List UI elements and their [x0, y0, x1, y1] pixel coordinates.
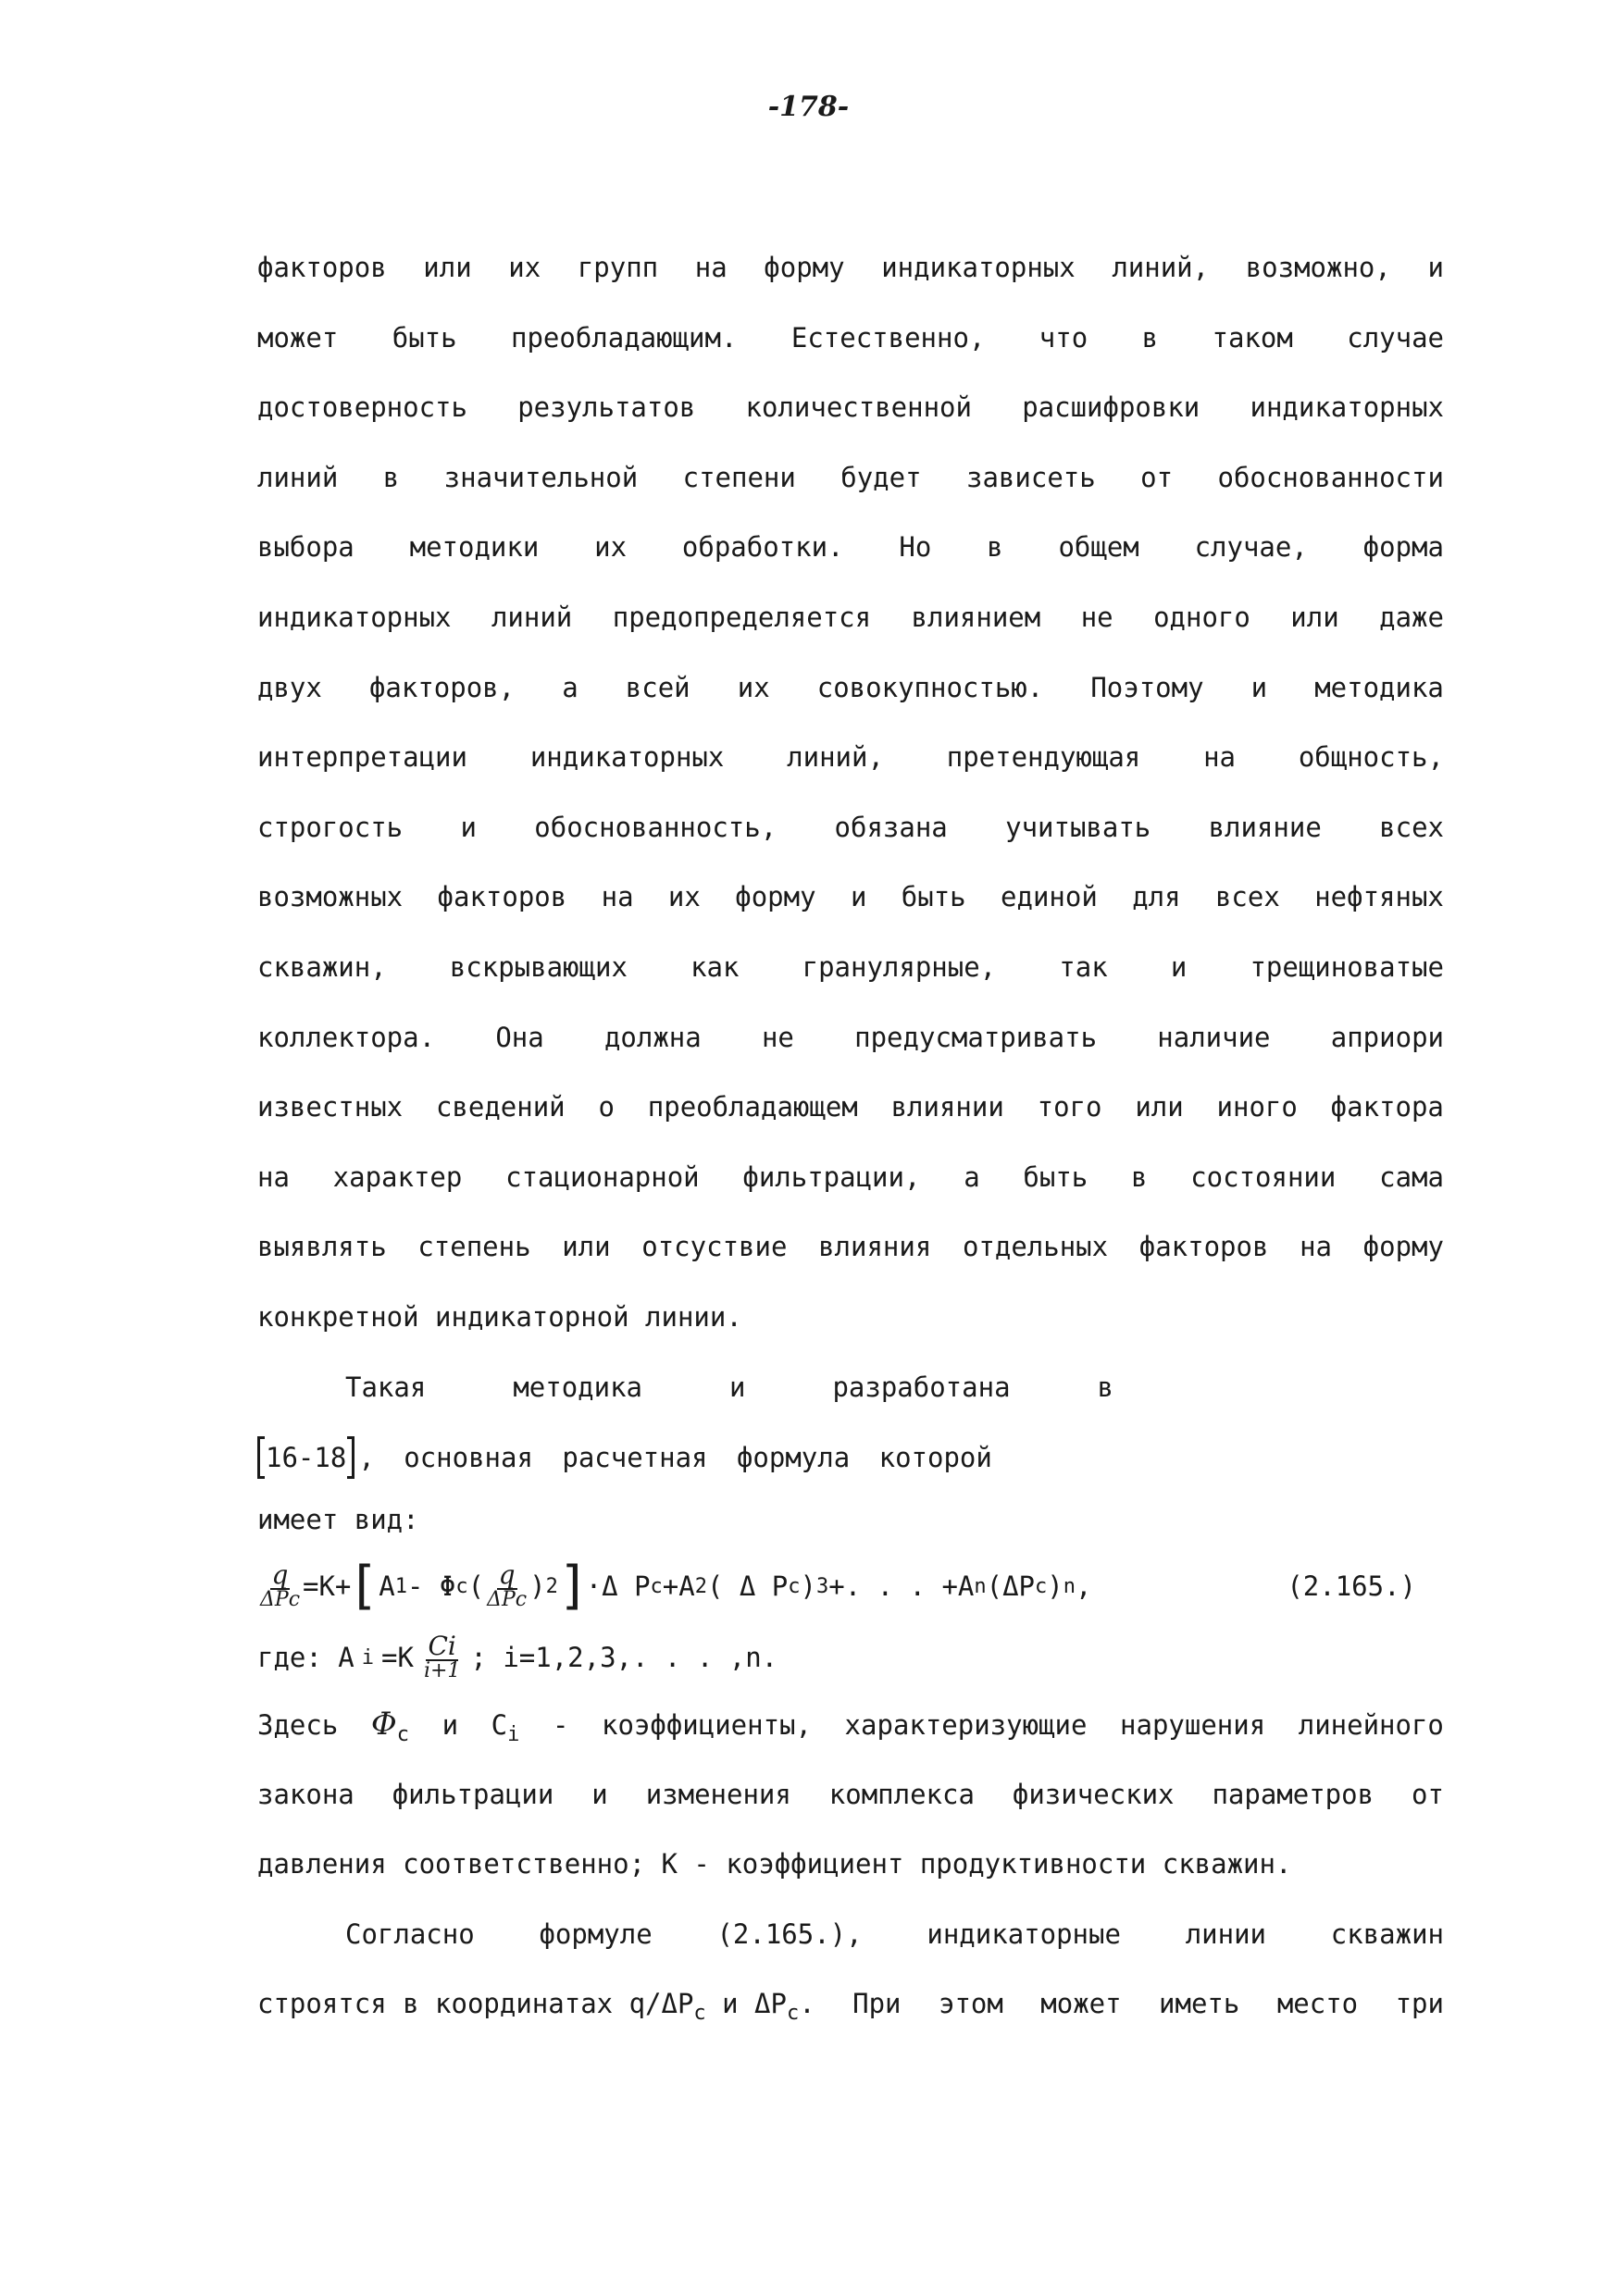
formula-ellipsis: +. . . +A	[828, 1570, 975, 1603]
c-sub: i	[507, 1722, 520, 1746]
lhs-denominator: ΔPc	[260, 1588, 301, 1612]
p1-word: претендующая	[946, 741, 1141, 774]
p1-word: форму	[1362, 1231, 1444, 1263]
formula-equals-k: =K+	[303, 1570, 352, 1603]
p1-word: обязана	[834, 811, 948, 843]
p1-word: индикаторных	[529, 741, 725, 774]
p1-word: а	[964, 1160, 980, 1193]
p1-word: интерпретации	[257, 741, 467, 774]
formula-plus-a2: +A	[662, 1570, 695, 1603]
p3-word: коэффициенты,	[601, 1709, 812, 1742]
paragraph-2-line-3: имеет вид:	[257, 1504, 419, 1536]
p3-word: изменения	[645, 1778, 791, 1810]
paragraph-1-line	[257, 863, 1444, 933]
p2-word: Такая	[345, 1371, 427, 1403]
p1-word: достоверность	[257, 391, 467, 424]
p1-word: их	[508, 252, 541, 283]
p1-word: обоснованность,	[534, 811, 777, 843]
p1-word: расшифровки	[1022, 391, 1200, 424]
p1-word: их	[594, 531, 628, 564]
p3-word: комплекса	[828, 1778, 975, 1810]
p1-word: степени	[682, 461, 796, 493]
paragraph-1-line	[257, 1212, 1444, 1283]
p1-word: их	[667, 881, 701, 913]
p1-word: методика	[1314, 671, 1444, 703]
p1-word: на	[1203, 741, 1237, 774]
p1-word: и	[1250, 671, 1268, 703]
formula-inner-fraction	[487, 1559, 528, 1612]
p1-word: единой	[1001, 881, 1098, 913]
main-formula	[257, 1547, 1444, 1625]
formula-phi-sub: c	[455, 1574, 468, 1598]
p4-word: этом	[938, 1988, 1003, 2020]
p4-word: линии	[1185, 1917, 1266, 1950]
paragraph-2-line-1	[257, 1353, 1113, 1423]
c-symbol: C	[491, 1709, 508, 1742]
document-body	[257, 233, 1444, 2040]
p1-word: гранулярные,	[802, 950, 997, 983]
p1-word: отсуствие	[641, 1231, 788, 1263]
p1-word: сама	[1379, 1160, 1444, 1193]
p4-coord-a: строятся в координатах q/ΔP	[257, 1988, 694, 2020]
formula-a1: A	[379, 1570, 395, 1603]
paragraph-1	[257, 233, 1444, 1283]
p4-word: Согласно	[345, 1917, 475, 1950]
where-prefix: где: A	[257, 1642, 354, 1674]
paragraph-4-line-2	[257, 1969, 1444, 2040]
formula-trailing-comma: ,	[1075, 1570, 1092, 1603]
p4-coordinates	[257, 1969, 815, 2048]
p1-word: не	[1080, 601, 1113, 633]
paragraph-3-line-2	[257, 1760, 1444, 1831]
p1-word: значительной	[443, 461, 639, 493]
paragraph-1-line	[257, 1073, 1444, 1143]
right-square-bracket: ]	[561, 1556, 582, 1617]
p1-word: фильтрации,	[742, 1160, 921, 1193]
p2-word: и	[729, 1371, 746, 1403]
p1-word: общем	[1058, 531, 1139, 564]
p1-word: обработки.	[681, 531, 844, 564]
p1-word: и	[850, 881, 867, 913]
p1-word: влияние	[1208, 811, 1322, 843]
paragraph-3-line-3: давления соответственно; K - коэффициент продуктивности скважин.	[257, 1848, 1292, 1880]
p1-word: их	[737, 671, 770, 703]
p1-word: обоснованности	[1217, 461, 1444, 493]
p1-word: коллектора.	[257, 1021, 436, 1053]
paragraph-1-line	[257, 443, 1444, 514]
p1-word: на	[1300, 1231, 1332, 1263]
p1-word: групп	[577, 252, 659, 283]
p1-word: всех	[1379, 811, 1444, 843]
formula-body	[257, 1556, 1092, 1617]
p1-word: состоянии	[1190, 1160, 1337, 1193]
p1-word: возможных	[257, 881, 404, 913]
where-fraction	[424, 1633, 460, 1682]
where-numerator: Ci	[428, 1631, 456, 1662]
p4-word: скважин	[1330, 1917, 1444, 1950]
p1-word: Поэтому	[1090, 671, 1204, 703]
p2-word: в	[1097, 1371, 1113, 1403]
p1-word: будет	[840, 461, 922, 493]
p1-word: на	[694, 252, 728, 283]
p1-word: может	[257, 321, 339, 354]
p1-word: количественной	[745, 391, 972, 424]
p1-word: характер	[332, 1160, 463, 1193]
formula-a2-sub: 2	[694, 1574, 707, 1598]
p1-word: степень	[417, 1231, 531, 1263]
p1-word: выявлять	[257, 1231, 387, 1263]
formula-close-paren: )	[529, 1570, 546, 1603]
paragraph-1-line	[257, 1143, 1444, 1213]
p1-word: Она	[495, 1021, 544, 1053]
p1-word: сведений	[435, 1091, 566, 1123]
paragraph-1-line	[257, 933, 1444, 1003]
p1-word: предусматривать	[854, 1021, 1098, 1053]
p3-word: характеризующие	[844, 1709, 1088, 1742]
reference-line	[257, 1422, 1026, 1492]
phi-symbol: Φ	[370, 1706, 397, 1744]
formula-dot-dp: ·Δ P	[585, 1570, 651, 1603]
p1-word: двух	[257, 671, 322, 703]
p1-word: быть	[1023, 1160, 1088, 1193]
paragraph-1-line	[257, 304, 1444, 374]
formula-dp-sub: c	[650, 1574, 663, 1598]
p4-period: .	[799, 1988, 815, 2020]
p4-word: При	[852, 1988, 902, 2020]
p1-word: линий	[491, 601, 573, 633]
inner-numerator: q	[498, 1559, 516, 1591]
p1-word: всей	[625, 671, 690, 703]
formula-open2: ( Δ P	[706, 1570, 789, 1603]
p4-sub-1: c	[693, 2002, 706, 2026]
formula-open-n: (ΔP	[986, 1570, 1036, 1603]
p1-word: учитывать	[1005, 811, 1151, 843]
p1-word: форму	[764, 252, 845, 283]
p4-word: (2.165.),	[716, 1917, 863, 1950]
paragraph-1-line	[257, 373, 1444, 443]
formula-power-3: 3	[815, 1574, 829, 1598]
reference-line-text: , основная расчетная формула которой	[358, 1441, 992, 1473]
where-range: ; i=1,2,3,. . . ,n.	[470, 1642, 778, 1674]
p1-word: общность,	[1298, 741, 1444, 774]
p3-word: -	[552, 1709, 569, 1742]
p1-word: на	[257, 1160, 290, 1193]
p1-word: возможно,	[1245, 252, 1391, 283]
paragraph-1-line	[257, 583, 1444, 653]
p1-word: влияния	[818, 1231, 932, 1263]
where-line	[257, 1625, 1444, 1690]
formula-close2: )	[800, 1570, 816, 1603]
p1-word: Но	[899, 531, 932, 564]
p1-word: линий,	[1112, 252, 1210, 283]
formula-open-paren: (	[467, 1570, 485, 1603]
p1-word: в	[987, 531, 1003, 564]
p4-coord-b: и ΔP	[722, 1988, 787, 2020]
p1-word: факторов	[437, 881, 567, 913]
p1-word: влиянием	[911, 601, 1041, 633]
p1-word: случае	[1347, 321, 1444, 354]
formula-a1-sub: 1	[394, 1574, 407, 1598]
p1-word: как	[690, 950, 740, 983]
p1-word: от	[1140, 461, 1174, 493]
p1-word: факторов	[257, 252, 387, 283]
paragraph-1-last-line: конкретной индикаторной линии.	[257, 1300, 742, 1333]
p1-word: таком	[1212, 321, 1293, 354]
p1-word: методики	[409, 531, 540, 564]
p1-word: иного	[1216, 1091, 1298, 1123]
p1-word: или	[562, 1231, 611, 1263]
equation-number: (2.165.)	[1287, 1570, 1416, 1603]
p1-word: линий,	[787, 741, 884, 774]
p4-word: иметь	[1159, 1988, 1240, 2020]
p1-word: скважин,	[257, 950, 387, 983]
formula-an-sub: n	[974, 1574, 987, 1598]
p3-word: от	[1412, 1778, 1444, 1810]
p1-word: индикаторных	[257, 601, 452, 633]
p4-sub-2: c	[786, 2002, 800, 2026]
paragraph-1-line	[257, 513, 1444, 583]
p1-word: индикаторных	[881, 252, 1076, 283]
p3-c-i	[491, 1691, 520, 1769]
paragraph-1-line	[257, 793, 1444, 863]
p1-word: трещиноватые	[1250, 950, 1444, 983]
left-square-bracket: [	[354, 1556, 376, 1617]
p1-word: форма	[1362, 531, 1444, 564]
p1-word: и	[1170, 950, 1188, 983]
p1-word: того	[1037, 1091, 1102, 1123]
p3-word: линейного	[1298, 1709, 1444, 1742]
p1-word: в	[1131, 1160, 1148, 1193]
p1-word: должна	[603, 1021, 702, 1053]
p1-word: стационарной	[505, 1160, 700, 1193]
reference-brackets	[257, 1436, 354, 1479]
p4-word: индикаторные	[927, 1917, 1121, 1950]
p3-phi-c	[371, 1690, 409, 1769]
formula-power-2: 2	[545, 1574, 558, 1598]
p1-word: зависеть	[966, 461, 1096, 493]
paragraph-3-line-1	[257, 1690, 1444, 1760]
p1-word: или	[1290, 601, 1339, 633]
p1-word: фактора	[1330, 1091, 1444, 1123]
p1-word: форму	[735, 881, 816, 913]
lhs-numerator: q	[271, 1559, 289, 1591]
p1-word: преобладающим.	[511, 321, 738, 354]
formula-close-n: )	[1047, 1570, 1063, 1603]
p1-word: быть	[901, 881, 966, 913]
p4-word: место	[1276, 1988, 1359, 2020]
paragraph-1-line	[257, 723, 1444, 793]
p1-word: влиянии	[890, 1091, 1004, 1123]
p1-word: на	[601, 881, 634, 913]
formula-dp2-sub: c	[788, 1574, 801, 1598]
paragraph-1-line	[257, 1003, 1444, 1074]
where-denominator: i+1	[423, 1659, 461, 1683]
page-number: -178-	[767, 91, 850, 123]
p1-word: нефтяных	[1314, 881, 1444, 913]
p3-word: и	[591, 1778, 608, 1810]
p3-word: фильтрации	[392, 1778, 554, 1810]
where-sub-i: i	[361, 1645, 375, 1669]
p1-word: так	[1059, 950, 1108, 983]
p3-word-and: и	[442, 1709, 459, 1742]
p1-word: для	[1132, 881, 1181, 913]
p1-word: строгость	[257, 811, 404, 843]
where-equals-k: =K	[381, 1642, 414, 1674]
reference-range: 16-18	[266, 1441, 347, 1473]
p3-word: параметров	[1212, 1778, 1374, 1810]
p1-word: известных	[257, 1091, 404, 1123]
p1-word: факторов	[1138, 1231, 1269, 1263]
p1-word: линий	[257, 461, 339, 493]
p3-word-zdes: Здесь	[257, 1709, 339, 1742]
p1-word: предопределяется	[612, 601, 872, 633]
p4-word: формуле	[539, 1917, 653, 1950]
p2-word: методика	[513, 1371, 642, 1403]
p1-word: или	[423, 252, 472, 283]
p1-word: в	[1141, 321, 1159, 354]
p1-word: наличие	[1157, 1021, 1271, 1053]
p4-word: три	[1395, 1988, 1444, 2020]
p3-word: закона	[257, 1778, 354, 1810]
paragraph-1-line	[257, 653, 1444, 724]
p1-word: совокупностью.	[816, 671, 1044, 703]
p1-word: индикаторных	[1250, 391, 1444, 424]
p1-word: случае,	[1194, 531, 1308, 564]
formula-power-n: n	[1063, 1574, 1076, 1598]
p1-word: выбора	[257, 531, 354, 564]
p1-word: и	[460, 811, 477, 843]
p1-word: факторов,	[368, 671, 516, 703]
p1-word: отдельных	[962, 1231, 1109, 1263]
p1-word: результатов	[517, 391, 696, 424]
p1-word: Естественно,	[790, 321, 986, 354]
phi-sub: c	[396, 1722, 410, 1746]
p1-word: априори	[1330, 1021, 1444, 1053]
formula-minus-phi: - Φ	[406, 1570, 456, 1603]
p1-word: не	[761, 1021, 794, 1053]
p1-word: о	[598, 1091, 615, 1123]
p1-word: а	[562, 671, 578, 703]
paragraph-4-line-1	[257, 1900, 1444, 1970]
p1-word: даже	[1379, 601, 1444, 633]
p4-word: может	[1040, 1988, 1122, 2020]
p1-word: всех	[1214, 881, 1280, 913]
p3-word: физических	[1012, 1778, 1175, 1810]
p1-word: или	[1135, 1091, 1184, 1123]
formula-lhs-fraction	[260, 1559, 301, 1612]
p1-word: в	[382, 461, 400, 493]
p1-word: вскрывающих	[449, 950, 628, 983]
inner-denominator: ΔPc	[487, 1588, 528, 1612]
p3-word: нарушения	[1120, 1709, 1266, 1742]
paragraph-1-line	[257, 233, 1444, 304]
p2-word: разработана	[832, 1371, 1011, 1403]
p1-word: и	[1427, 252, 1444, 283]
p1-word: быть	[392, 321, 457, 354]
formula-dpn-sub: c	[1035, 1574, 1048, 1598]
p1-word: одного	[1153, 601, 1250, 633]
p1-word: преобладающем	[647, 1091, 858, 1123]
p1-word: что	[1039, 321, 1088, 354]
